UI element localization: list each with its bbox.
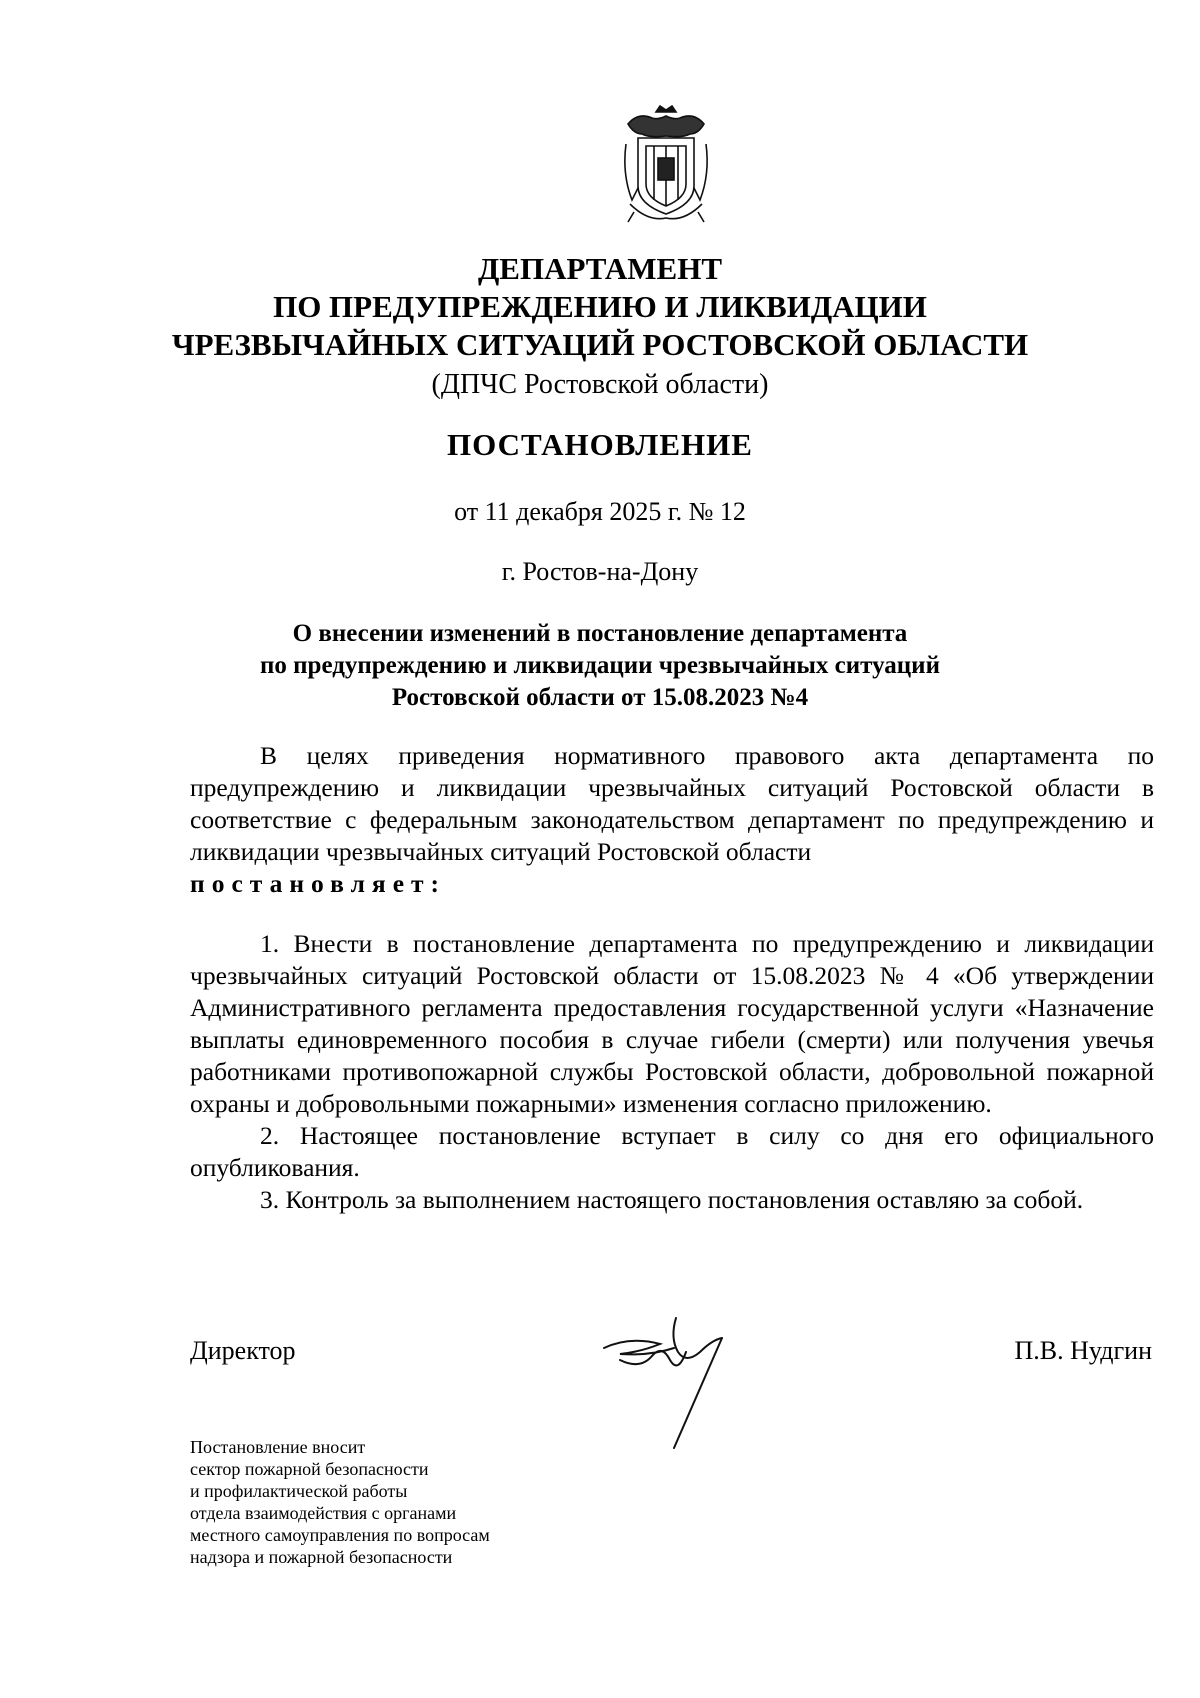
- department-abbreviation: (ДПЧС Ростовской области): [431, 369, 769, 400]
- preamble: [190, 740, 1154, 900]
- preamble-text: В целях приведения нормативного правового акта департамента по предупреждению и ликвидации чрезвычайных ситуаций Ростовской области в соответствие с федеральным законодательством департамент по предупреждению и ликвидации чрезвычайных ситуаций Ростовской области: [190, 741, 1154, 866]
- decree-items: [190, 928, 1154, 1216]
- decree-item-3: 3. Контроль за выполнением настоящего постановления оставляю за собой.: [260, 1185, 1084, 1214]
- subject-line-2: по предупреждению и ликвидации чрезвычайных ситуаций: [260, 652, 940, 679]
- coat-of-arms-emblem: [618, 104, 714, 226]
- subject-line-3: Ростовской области от 15.08.2023 №4: [391, 684, 809, 711]
- department-line-1: ДЕПАРТАМЕНТ: [477, 251, 723, 286]
- signer-title: Директор: [190, 1336, 296, 1365]
- department-line-3: ЧРЕЗВЫЧАЙНЫХ СИТУАЦИЙ РОСТОВСКОЙ ОБЛАСТИ: [171, 327, 1029, 362]
- footer-note: [190, 1436, 550, 1568]
- document-city: г. Ростов-на-Дону: [501, 557, 699, 586]
- decree-item-2: 2. Настоящее постановление вступает в силу со дня его официального опубликования.: [190, 1121, 1154, 1182]
- footer-line-3: и профилактической работы: [190, 1481, 408, 1501]
- footer-line-6: надзора и пожарной безопасности: [190, 1547, 453, 1567]
- footer-line-5: местного самоуправления по вопросам: [190, 1525, 490, 1545]
- preamble-paragraph: [190, 740, 1154, 900]
- document-type: ПОСТАНОВЛЕНИЕ: [447, 427, 753, 462]
- department-line-2: ПО ПРЕДУПРЕЖДЕНИЮ И ЛИКВИДАЦИИ: [273, 289, 927, 324]
- footer-line-1: Постановление вносит: [190, 1437, 366, 1457]
- document-subject: [150, 618, 1050, 714]
- handwritten-signature: [590, 1308, 760, 1458]
- footer-line-2: сектор пожарной безопасности: [190, 1459, 429, 1479]
- department-name: [150, 250, 1050, 364]
- subject-line-1: О внесении изменений в постановление департамента: [292, 620, 908, 647]
- decree-word: постановляет:: [190, 869, 447, 898]
- footer-line-4: отдела взаимодействия с органами: [190, 1503, 457, 1523]
- decree-item-1: 1. Внести в постановление департамента по предупреждению и ликвидации чрезвычайных ситуаций Ростовской области от 15.08.2023 № 4 «Об утверждении Административного регламента предоставления государственной услуги «Назначение выплаты единовременного пособия в случае гибели (смерти) или получения увечья работниками противопожарной службы Ростовской области, добровольной пожарной охраны и добровольными пожарными» изменения согласно приложению.: [190, 929, 1154, 1118]
- signer-name: П.В. Нудгин: [1014, 1336, 1152, 1365]
- document-date: от 11 декабря 2025 г. № 12: [454, 497, 746, 526]
